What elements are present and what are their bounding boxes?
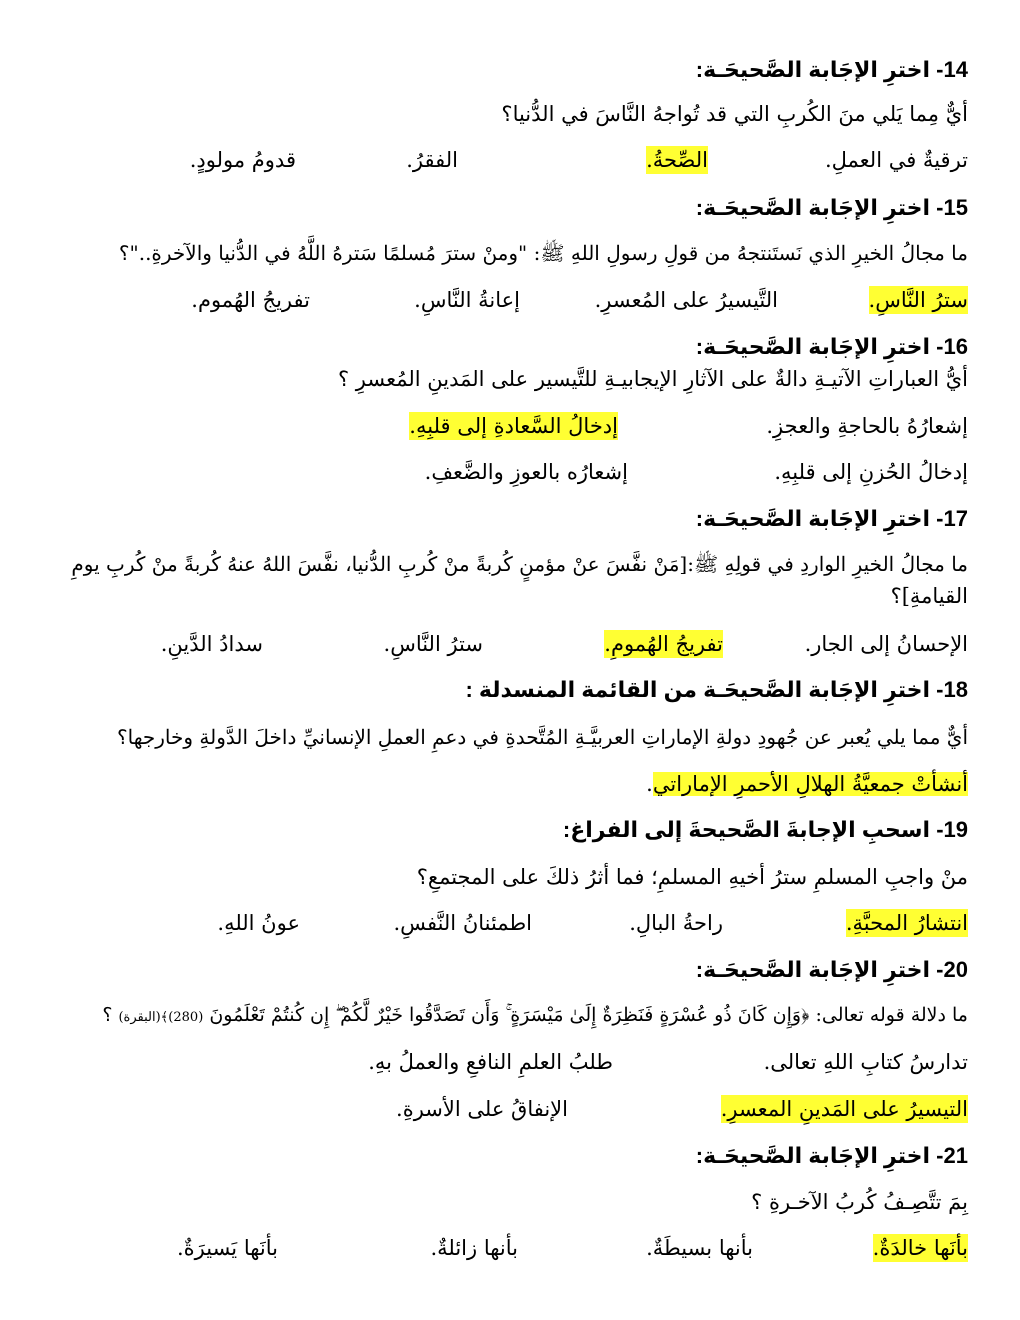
q19-option-3[interactable]: اطمئنانُ النَّفسِ.: [393, 911, 532, 935]
question-21-text: بِمَ تتَّصِـفُ كُربُ الآخـرةِ ؟: [751, 1190, 968, 1214]
question-14-options: [40, 146, 968, 174]
question-15-text: ما مجالُ الخيرِ الذي نَستَنتجهُ من قولِ رسولِ اللهِ ﷺ: "ومنْ سترَ مُسلمًا سَترهُ اللَّهُ في الدُّنيا والآخرةِ.."؟: [118, 241, 968, 265]
question-18-heading: 18- اخترِ الإجَابة الصَّحيحَـة من القائمة المنسدلة :: [465, 677, 968, 702]
question-19-text: منْ واجبِ المسلمِ سترُ أخيهِ المسلمِ؛ فما أثرُ ذلكَ على المجتمعِ؟: [416, 865, 968, 889]
q14-option-4[interactable]: قدومُ مولودٍ.: [189, 148, 296, 172]
q20-option-1[interactable]: تدارسُ كتابِ اللهِ تعالى.: [763, 1050, 968, 1074]
q20-question-text: ما دلالة قوله تعالى: ﴿وَإِن كَانَ ذُو عُسْرَةٍ فَنَظِرَةٌ إِلَىٰ مَيْسَرَةٍ ۚ وَأَن تَصَدَّقُوا خَيْرٌ لَّكُمْ ۖ إِن كُنتُمْ تَعْلَمُونَ: [203, 1004, 968, 1026]
q15-option-4[interactable]: تفريجُ الهُموم.: [191, 288, 310, 312]
question-17-options: [40, 630, 968, 658]
q17-option-4[interactable]: سدادُ الدَّينِ.: [160, 632, 263, 656]
q14-option-1[interactable]: ترقيةٌ في العملِ.: [824, 148, 968, 172]
question-15-heading: 15- اخترِ الإجَابة الصَّحيحَـة:: [695, 195, 968, 220]
question-17-text-line1: ما مجالُ الخيرِ الواردِ في قولِهِ ﷺ:[مَنْ نفَّسَ عنْ مؤمنٍ كُربةً منْ كُربِ الدُّنيا، نفَّسَ اللهُ عنهُ كُربةً منْ كُربِ يومِ: [71, 552, 968, 576]
q17-option-2-correct[interactable]: تفريجُ الهُمومِ.: [604, 632, 723, 656]
question-14-text: أيٌّ مِما يَلي منَ الكُربِ التي قد تُواجهُ النَّاسَ في الدُّنيا؟: [501, 102, 968, 126]
q20-question-mark: ؟: [102, 1004, 119, 1026]
question-20-text: [40, 1001, 968, 1032]
q19-option-4[interactable]: عونُ اللهِ.: [217, 911, 300, 935]
question-16-options-row1: [40, 412, 968, 440]
question-19-options: [40, 909, 968, 937]
q21-option-4[interactable]: بأنَها يَسيرَةٌ.: [176, 1236, 278, 1260]
question-19-heading: 19- اسحبِ الإجابةَ الصَّحيحةَ إلى الفراغ:: [562, 817, 968, 842]
q17-option-3[interactable]: سترُ النَّاسِ.: [383, 632, 483, 656]
q18-dropdown-answer[interactable]: أنشأتْ جمعيَّةُ الهلالِ الأحمرِ الإماراتي: [652, 772, 968, 796]
q20-option-3-correct[interactable]: التيسيرُ على المَدينِ المعسرِ.: [720, 1097, 968, 1121]
q21-option-2[interactable]: بأنها بسيطَةٌ.: [646, 1236, 753, 1260]
q15-option-2[interactable]: التَّيسيرُ على المُعسرِ.: [594, 288, 778, 312]
q16-option-2-correct[interactable]: إدخالُ السَّعادةِ إلى قلبِهِ.: [409, 414, 618, 438]
q19-option-2[interactable]: راحةُ البالِ.: [629, 911, 723, 935]
q15-option-1-correct[interactable]: سترُ النَّاسِ.: [868, 288, 968, 312]
q16-option-4[interactable]: إشعارُه بالعوزِ والضَّعفِ.: [424, 460, 628, 484]
q19-option-1-correct[interactable]: انتشارُ المحبَّةِ.: [845, 911, 968, 935]
q20-quran-reference: (280)﴾(البقرة): [118, 1010, 204, 1025]
q17-option-1[interactable]: الإحسانُ إلى الجار.: [804, 632, 968, 656]
q14-option-2-correct[interactable]: الصِّحةُ.: [646, 148, 708, 172]
question-16-options-row2: [40, 458, 968, 486]
q16-option-3[interactable]: إدخالُ الحُزنِ إلى قلبِهِ.: [774, 460, 968, 484]
question-20-heading: 20- اخترِ الإجَابة الصَّحيحَـة:: [695, 957, 968, 982]
question-18-text: أيٌّ مما يلي يُعبر عن جُهودِ دولةِ الإماراتِ العربيَّـةِ المُتَّحدةِ في دعمِ العملِ الإنسانيِّ داخلَ الدَّولةِ وخارجها؟: [116, 725, 968, 749]
q18-answer-period: .: [646, 772, 653, 796]
q14-option-3[interactable]: الفقرُ.: [406, 148, 458, 172]
q15-option-3[interactable]: إعانةُ النَّاسِ.: [414, 288, 520, 312]
question-21-options: [40, 1234, 968, 1262]
question-20-options-row2: [40, 1095, 968, 1123]
q20-option-4[interactable]: الإنفاقُ على الأسرةِ.: [396, 1097, 568, 1121]
question-17-heading: 17- اخترِ الإجَابة الصَّحيحَـة:: [695, 506, 968, 531]
question-20-options-row1: [40, 1048, 968, 1076]
question-18-answer-row: [40, 770, 968, 798]
question-16-text: أيُّ العباراتِ الآتيـةِ دالةٌ على الآثارِ الإيجابيـةِ للتَّيسير على المَدينِ المُعسرِ ؟: [337, 367, 968, 391]
q21-option-3[interactable]: بأنها زائلةٌ.: [430, 1236, 518, 1260]
question-16-heading: 16- اخترِ الإجَابة الصَّحيحَـة:: [695, 334, 968, 359]
q21-option-1-correct[interactable]: بأنَها خالدَةٌ.: [872, 1236, 968, 1260]
question-15-options: [40, 286, 968, 314]
question-17-text-line2: القيامةِ]؟: [890, 584, 968, 608]
q20-option-2[interactable]: طلبُ العلمِ النافعِ والعملُ بهِ.: [368, 1050, 613, 1074]
q16-option-1[interactable]: إشعارُهُ بالحاجةِ والعجزِ.: [766, 414, 968, 438]
question-14-heading: 14- اخترِ الإجَابة الصَّحيحَـة:: [695, 57, 968, 82]
question-21-heading: 21- اخترِ الإجَابة الصَّحيحَـة:: [695, 1143, 968, 1168]
